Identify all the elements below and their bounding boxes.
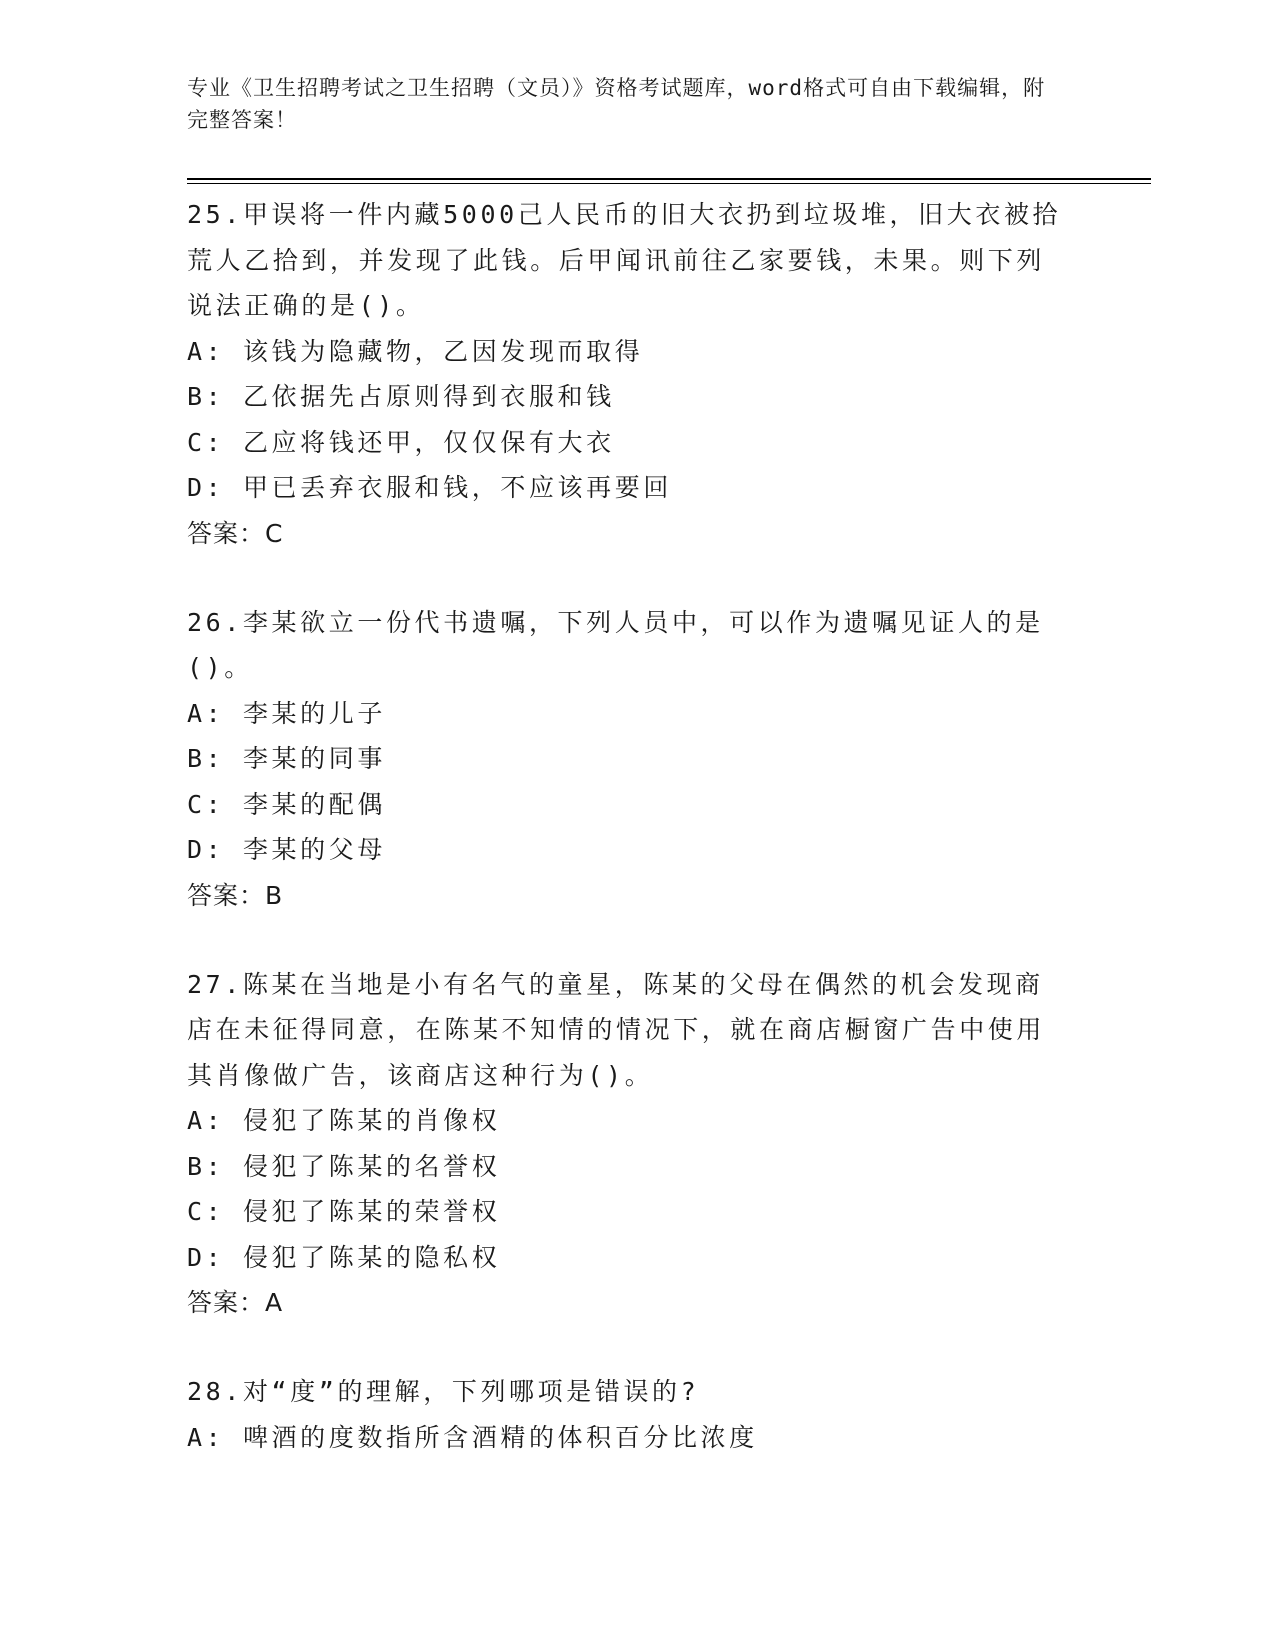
option-b: B: 李某的同事	[187, 744, 386, 773]
question-stem: 26.李某欲立一份代书遗嘱，下列人员中，可以作为遗嘱见证人的是()。	[187, 607, 1044, 682]
question-26	[187, 600, 1067, 918]
option-c: C: 乙应将钱还甲，仅仅保有大衣	[187, 427, 615, 457]
question-stem: 28.对“度”的理解，下列哪项是错误的?	[187, 1377, 700, 1406]
option-d: D: 甲已丢弃衣服和钱，不应该再要回	[187, 473, 672, 502]
answer-label: 答案：A	[187, 1288, 284, 1317]
option-c: C: 李某的配偶	[187, 789, 386, 819]
answer-label: 答案：B	[187, 880, 284, 910]
question-stem: 27.陈某在当地是小有名气的童星，陈某的父母在偶然的机会发现商店在未征得同意，在陈某不知情的情况下，就在商店橱窗广告中使用其肖像做广告，该商店这种行为()。	[187, 969, 1046, 1090]
header-divider-thick	[187, 178, 1151, 180]
option-d: D: 侵犯了陈某的隐私权	[187, 1242, 501, 1272]
question-25	[187, 192, 1067, 556]
option-a: A: 啤酒的度数指所含酒精的体积百分比浓度	[187, 1422, 758, 1452]
question-list	[187, 192, 1067, 1504]
document-header: 专业《卫生招聘考试之卫生招聘（文员）》资格考试题库，word格式可自由下载编辑，附完整答案！	[187, 76, 1046, 132]
question-27	[187, 962, 1067, 1326]
option-b: B: 乙依据先占原则得到衣服和钱	[187, 382, 615, 411]
option-a: A: 该钱为隐藏物，乙因发现而取得	[187, 336, 644, 366]
question-stem: 25.甲误将一件内藏5000己人民币的旧大衣扔到垃圾堆，旧大衣被拾荒人乙拾到，并发现了此钱。后甲闻讯前往乙家要钱，未果。则下列说法正确的是()。	[187, 200, 1062, 320]
answer-label: 答案：C	[187, 518, 284, 548]
option-a: A: 侵犯了陈某的肖像权	[187, 1106, 501, 1135]
option-d: D: 李某的父母	[187, 835, 386, 864]
option-b: B: 侵犯了陈某的名誉权	[187, 1151, 501, 1181]
option-a: A: 李某的儿子	[187, 698, 386, 728]
question-28	[187, 1369, 1067, 1460]
option-c: C: 侵犯了陈某的荣誉权	[187, 1197, 501, 1226]
header-divider-thin	[187, 183, 1151, 184]
